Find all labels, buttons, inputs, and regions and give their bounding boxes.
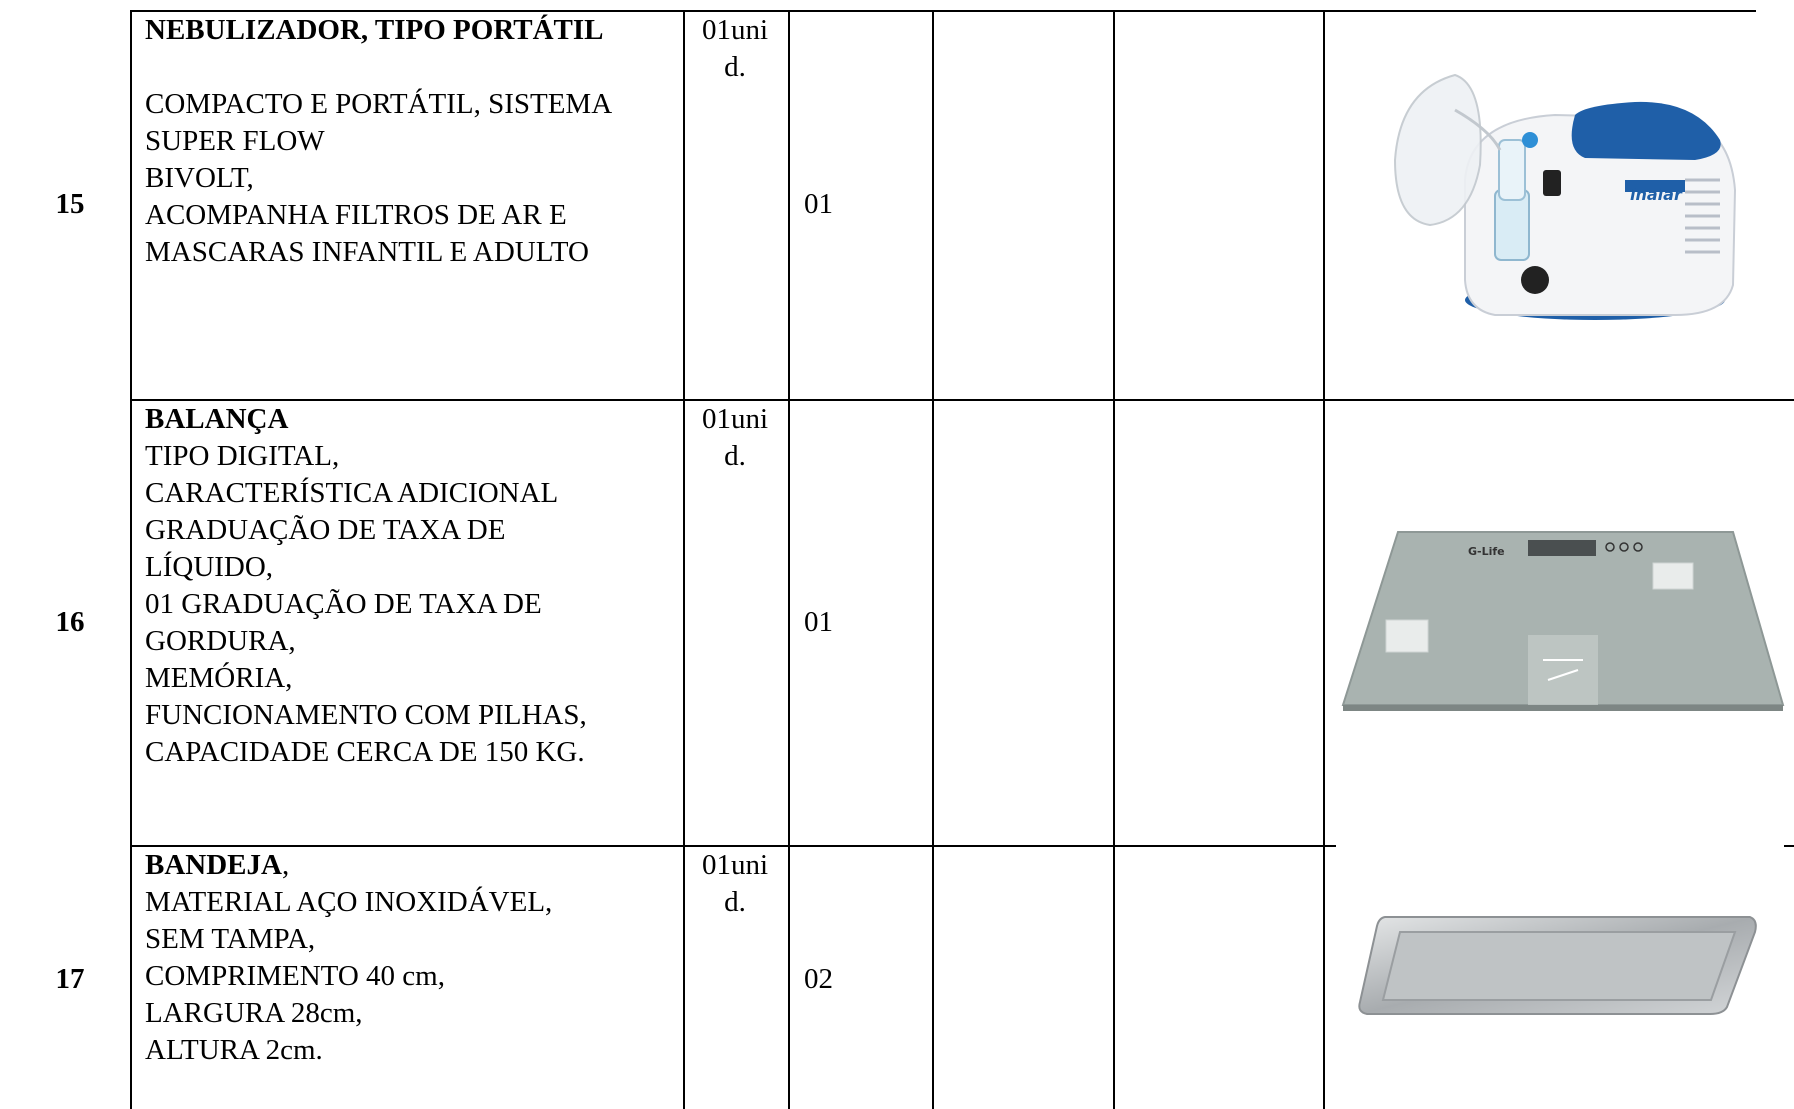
spec-line: ACOMPANHA FILTROS DE AR E (145, 199, 567, 231)
digital-scale-image (1338, 530, 1788, 720)
unit-cell (700, 401, 770, 475)
col-border-total (1323, 10, 1325, 1109)
item-title: NEBULIZADOR, TIPO PORTÁTIL (145, 14, 604, 46)
table-top-border-image-col (1366, 10, 1756, 12)
col-border-number (130, 10, 132, 1109)
spec-line: MATERIAL AÇO INOXIDÁVEL, (145, 886, 553, 918)
spec-line: CARACTERÍSTICA ADICIONAL (145, 477, 559, 509)
brand-mark: G-Life (1468, 545, 1505, 558)
spec-line: SEM TAMPA, (145, 923, 316, 955)
unit-line: d. (724, 51, 746, 83)
unit-line: 01uni (701, 14, 769, 46)
unit-line: 01uni (701, 403, 769, 435)
item-number: 15 (55, 188, 85, 220)
spec-line: CAPACIDADE CERCA DE 150 KG. (145, 736, 585, 768)
item-title: BALANÇA (145, 403, 289, 435)
spec-line: MASCARAS INFANTIL E ADULTO (145, 236, 589, 268)
spec-line: BIVOLT, (145, 162, 254, 194)
spec-line: COMPACTO E PORTÁTIL, SISTEMA (145, 88, 613, 120)
unit-line: d. (724, 886, 746, 918)
quantity-cell: 01 (804, 188, 833, 220)
item-description (145, 847, 685, 1069)
spec-line: TIPO DIGITAL, (145, 440, 340, 472)
spec-line: GORDURA, (145, 625, 296, 657)
quantity-cell: 01 (804, 606, 833, 638)
unit-line: 01uni (701, 849, 769, 881)
unit-cell (700, 847, 770, 921)
col-border-quantity (932, 10, 934, 1109)
nebulizer-image (1375, 70, 1745, 330)
brand-mark: inalar (1630, 185, 1682, 204)
spec-line: MEMÓRIA, (145, 662, 293, 694)
spec-line: ALTURA 2cm. (145, 1034, 323, 1066)
item-description (145, 401, 685, 771)
col-border-price (1113, 10, 1115, 1109)
row-divider-16-17-right (1784, 845, 1794, 847)
unit-line: d. (724, 440, 746, 472)
spec-line: LARGURA 28cm, (145, 997, 363, 1029)
spec-line: 01 GRADUAÇÃO DE TAXA DE (145, 588, 542, 620)
spec-line: LÍQUIDO, (145, 551, 274, 583)
spec-line: SUPER FLOW (145, 125, 325, 157)
item-title: BANDEJA (145, 849, 282, 881)
spec-line: FUNCIONAMENTO COM PILHAS, (145, 699, 587, 731)
unit-cell (700, 12, 770, 86)
spec-line: COMPRIMENTO 40 cm, (145, 960, 445, 992)
title-suffix: , (281, 849, 290, 881)
item-number: 16 (55, 606, 85, 638)
col-border-unit (788, 10, 790, 1109)
steel-tray-image (1355, 912, 1760, 1022)
spec-line: GRADUAÇÃO DE TAXA DE (145, 514, 506, 546)
item-description (145, 12, 685, 271)
quantity-cell: 02 (804, 963, 833, 995)
spec-line (145, 49, 685, 86)
item-number: 17 (55, 963, 85, 995)
